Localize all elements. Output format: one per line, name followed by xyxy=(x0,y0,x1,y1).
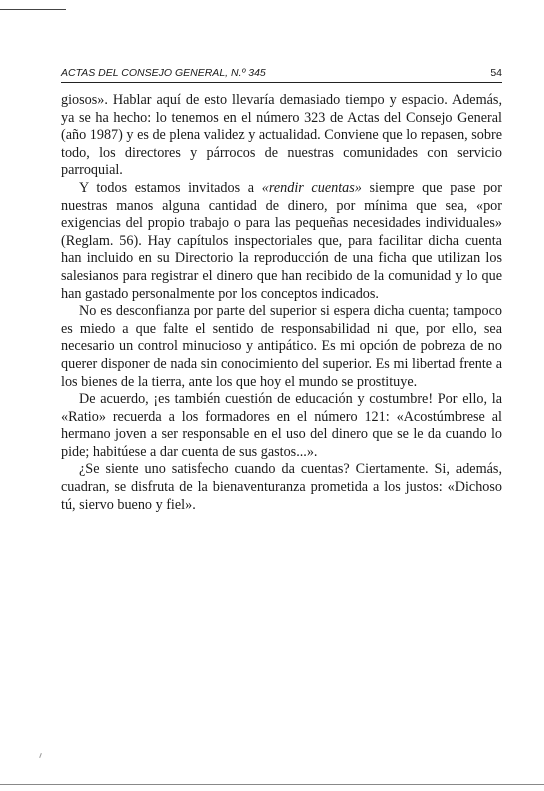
paragraph-4: De acuerdo, ¡es también cuestión de educación y costumbre! Por ello, la «Ratio» recuerda a los formadores en el número 121: «Acostúmbrese al hermano joven a ser responsable en el uso del dinero que se le da cuando lo pide; habitúese a dar cuenta de sus gastos...». xyxy=(61,391,502,460)
paragraph-3: No es desconfianza por parte del superior si espera dicha cuenta; tampoco es miedo a que falte el sentido de responsabilidad ni que, por ello, sea necesario un control minucioso y antipático. Es mi opción de pobreza de no querer disponer de nada sin conocimiento del superior. Es mi libertad frente a los bienes de la tierra, ante los que hoy el mundo se prostituye. xyxy=(61,303,502,390)
top-edge-rule xyxy=(0,9,66,10)
bottom-edge-rule xyxy=(0,784,544,785)
paragraph-2 xyxy=(61,180,502,303)
paragraph-2-rest: siempre que pase por nuestras manos alguna cantidad de dinero, por mínima que sea, «por exigencias del propio trabajo o para las pequeñas necesidades individuales» (Reglam. 56). Hay capítulos inspectoriales que, para facilitar dicha cuenta han incluido en su Directorio la reproducción de una ficha que utilizan los salesianos para registrar el dinero que han recibido de la comunidad y lo que han gastado personalmente por los conceptos indicados. xyxy=(61,179,502,302)
running-header xyxy=(61,66,502,81)
paragraph-2-start: Y todos estamos invitados a xyxy=(79,179,262,196)
header-rule xyxy=(61,82,502,83)
paragraph-1: giosos». Hablar aquí de esto llevaría demasiado tiempo y espacio. Además, ya se ha hecho: lo tenemos en el número 323 de Actas del Consejo General (año 1987) y es de plena validez y actualidad. Conviene que lo repasen, sobre todo, los directores y párrocos de nuestras comunidades con servicio parroquial. xyxy=(61,92,502,179)
paragraph-5: ¿Se siente uno satisfecho cuando da cuentas? Ciertamente. Si, además, cuadran, se disfruta de la bienaventuranza prometida a los justos: «Dichoso tú, siervo bueno y fiel». xyxy=(61,461,502,513)
page-number: 54 xyxy=(490,67,502,79)
paragraph-2-emphasis: «rendir cuentas» xyxy=(261,179,362,196)
body-text xyxy=(61,92,502,514)
scan-speck xyxy=(39,753,42,758)
journal-title: ACTAS DEL CONSEJO GENERAL, N.º 345 xyxy=(61,67,266,79)
